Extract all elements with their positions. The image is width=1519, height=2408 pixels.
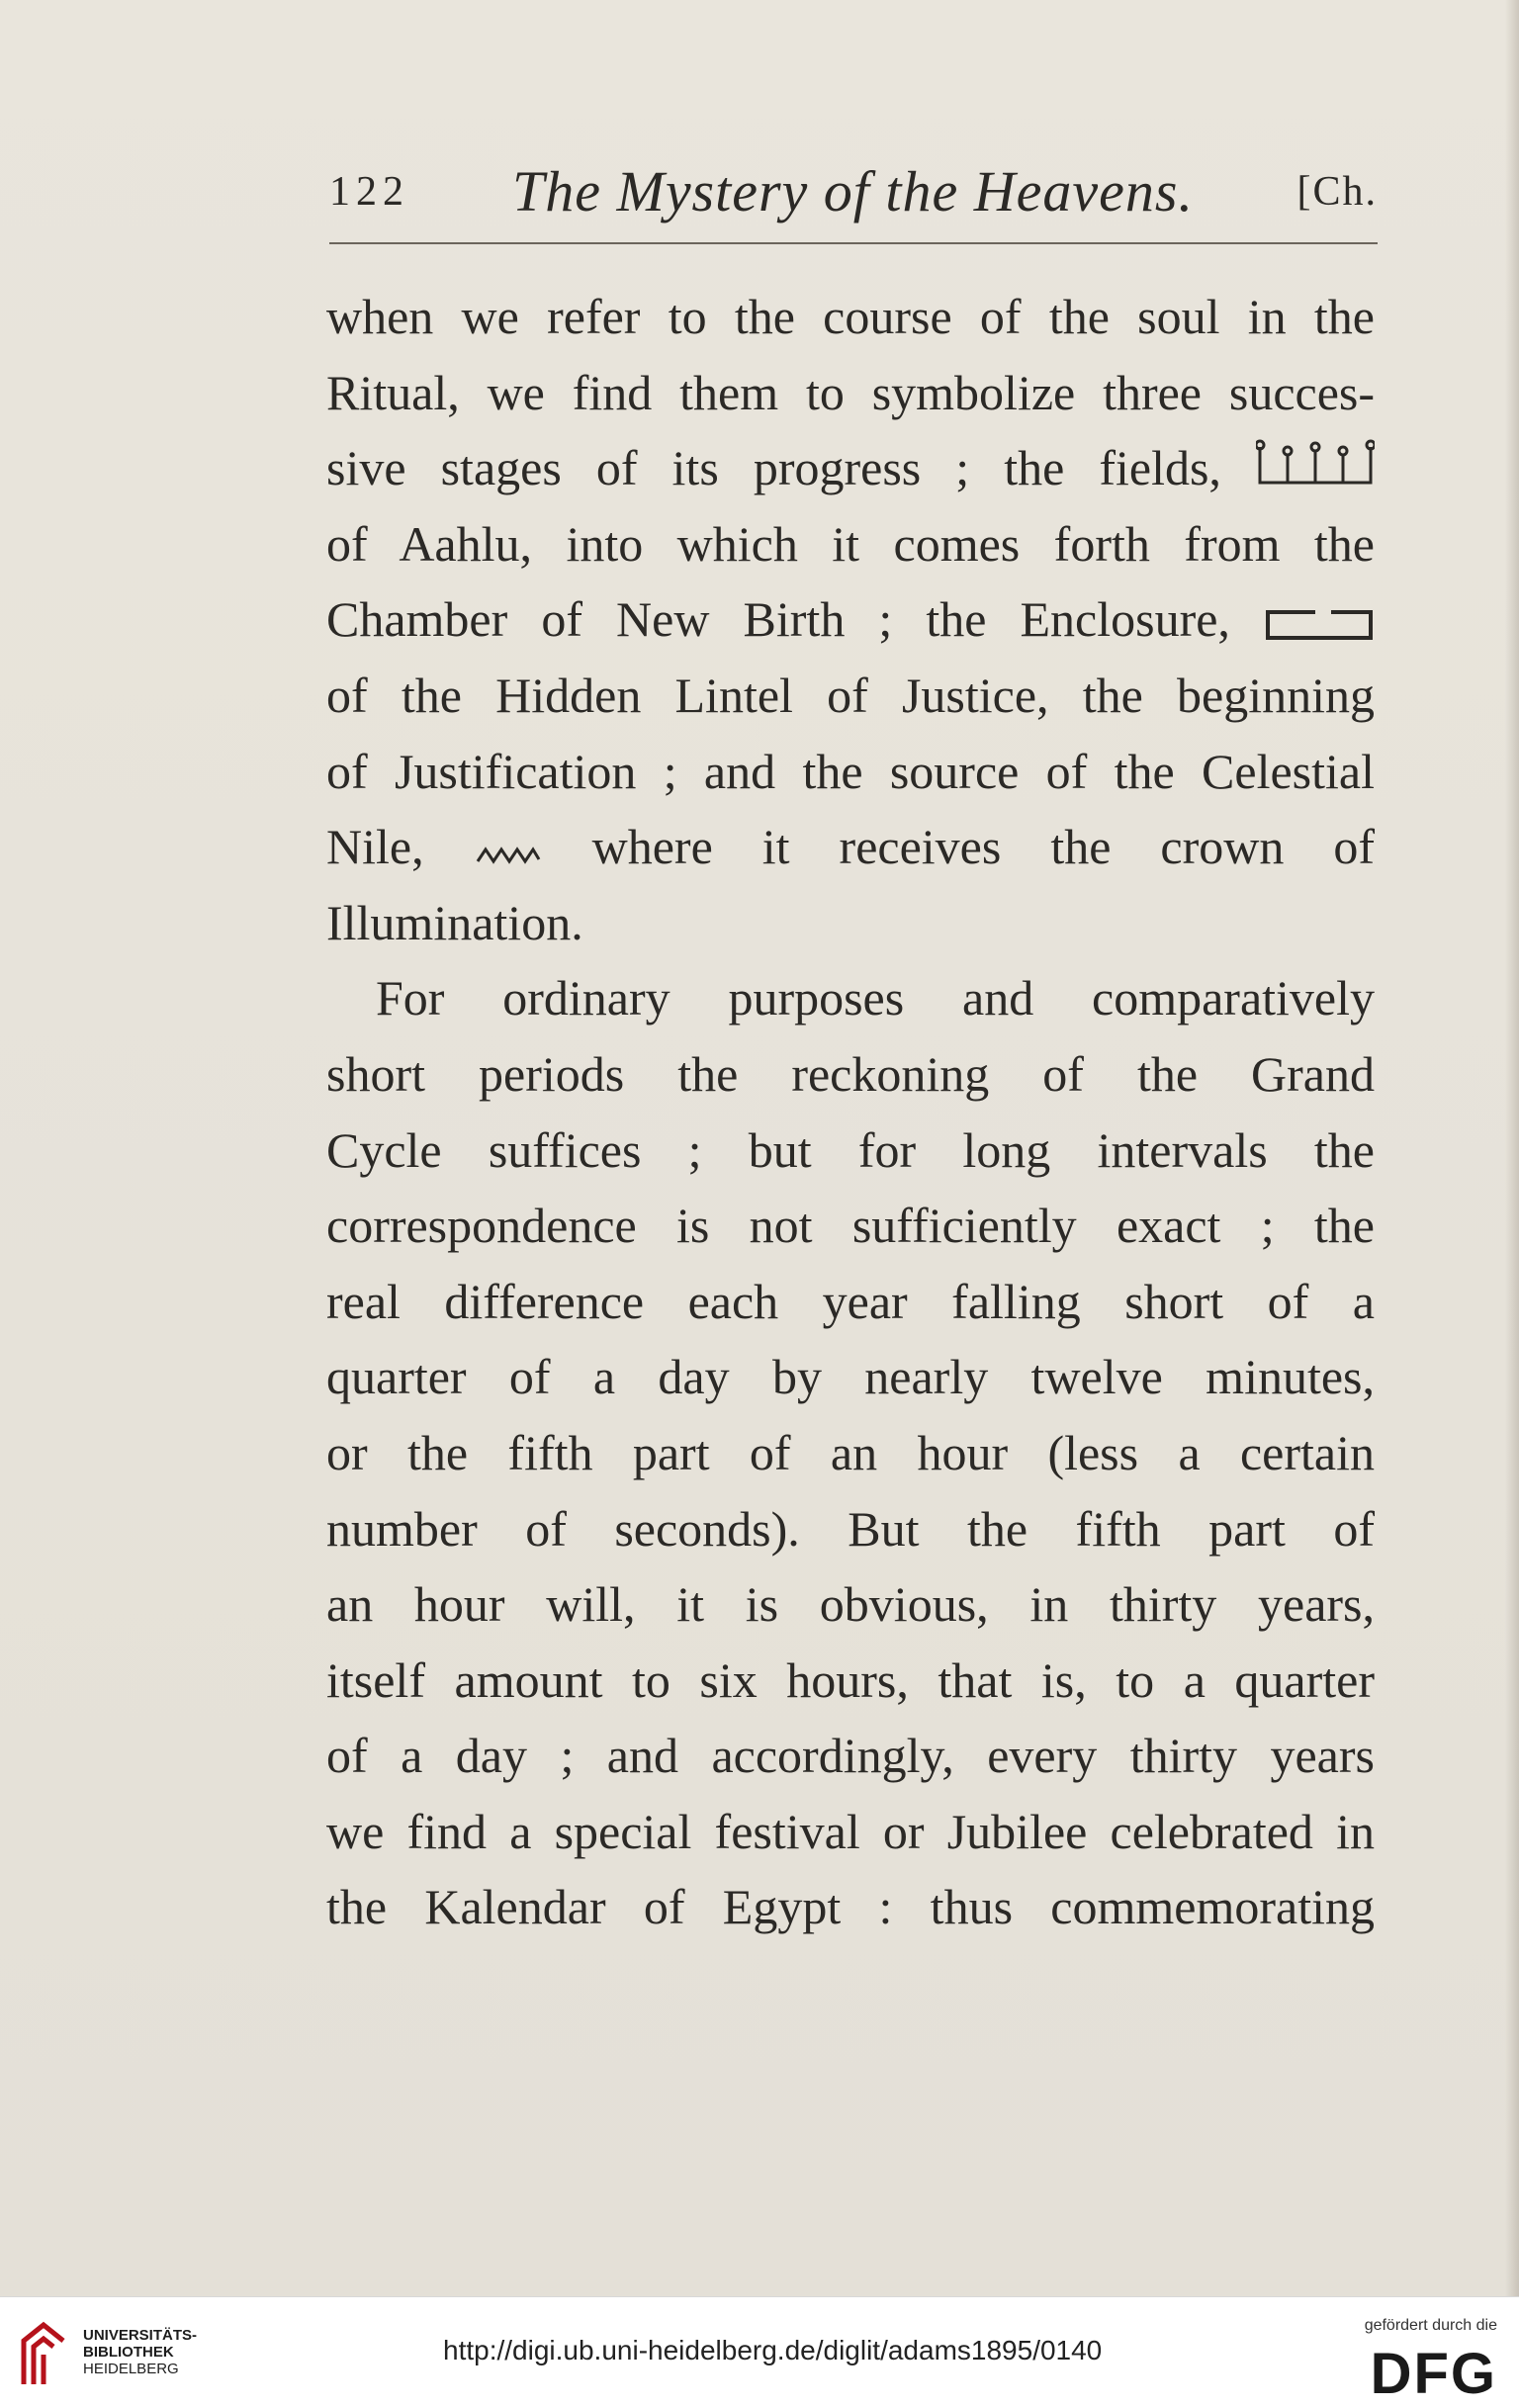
library-logo-icon	[18, 2319, 69, 2388]
page-edge-shadow	[1505, 0, 1519, 2296]
text-line: or the fifth part of an hour (less a certain	[326, 1424, 1375, 1480]
dfg-logo: DFG	[1370, 2342, 1497, 2406]
running-title: The Mystery of the Heavens.	[512, 159, 1194, 223]
text-line: of a day ; and accordingly, every thirty years	[326, 1728, 1375, 1784]
running-header	[329, 158, 1378, 237]
text-line: of Justification ; and the source of the Celestial	[326, 743, 1375, 799]
water-hieroglyph-icon	[474, 815, 543, 890]
page-number: 122	[329, 169, 409, 215]
text-line: when we refer to the course of the soul in the	[326, 289, 1375, 344]
text-line: Ritual, we find them to symbolize three succes-	[326, 364, 1375, 420]
text-line: sive stages of its progress ; the fields,	[326, 430, 1375, 506]
text-line: we find a special festival or Jubilee celebrated in	[326, 1803, 1375, 1859]
text-line: itself amount to six hours, that is, to a quarter	[326, 1651, 1375, 1708]
text-line: the Kalendar of Egypt : thus commemorating	[326, 1879, 1375, 1935]
enclosure-hieroglyph-icon	[1264, 587, 1375, 663]
header-rule	[329, 242, 1378, 244]
body-text	[326, 279, 1375, 1945]
digitization-footer	[0, 2296, 1519, 2408]
text-line: an hour will, it is obvious, in thirty years,	[326, 1576, 1375, 1633]
text-line: real difference each year falling short of a	[326, 1273, 1375, 1329]
text-line: short periods the reckoning of the Grand	[326, 1045, 1375, 1102]
text-line: quarter of a day by nearly twelve minutes,	[326, 1349, 1375, 1405]
text-line: Illumination.	[326, 894, 583, 950]
text-line: Cycle suffices ; but for long intervals the	[326, 1121, 1375, 1178]
text-line: of the Hidden Lintel of Justice, the beginning	[326, 667, 1375, 723]
text-line: For ordinary purposes and comparatively	[376, 970, 1375, 1026]
text-line: Chamber of New Birth ; the Enclosure,	[326, 581, 1375, 658]
text-line: correspondence is not sufficiently exact ; the	[326, 1198, 1375, 1254]
funder-caption: gefördert durch die	[1364, 2317, 1497, 2334]
library-name: UNIVERSITÄTS- BIBLIOTHEK HEIDELBERG	[83, 2327, 198, 2377]
text-line: Nile, where it receives the crown of	[326, 809, 1375, 885]
chapter-mark: [Ch.	[1296, 169, 1378, 215]
fields-hieroglyph-icon	[1256, 436, 1375, 511]
text-line: number of seconds). But the fifth part of	[326, 1500, 1375, 1557]
text-line: of Aahlu, into which it comes forth from the	[326, 515, 1375, 572]
permalink-url[interactable]: http://digi.ub.uni-heidelberg.de/diglit/adams1895/0140	[443, 2335, 1103, 2365]
